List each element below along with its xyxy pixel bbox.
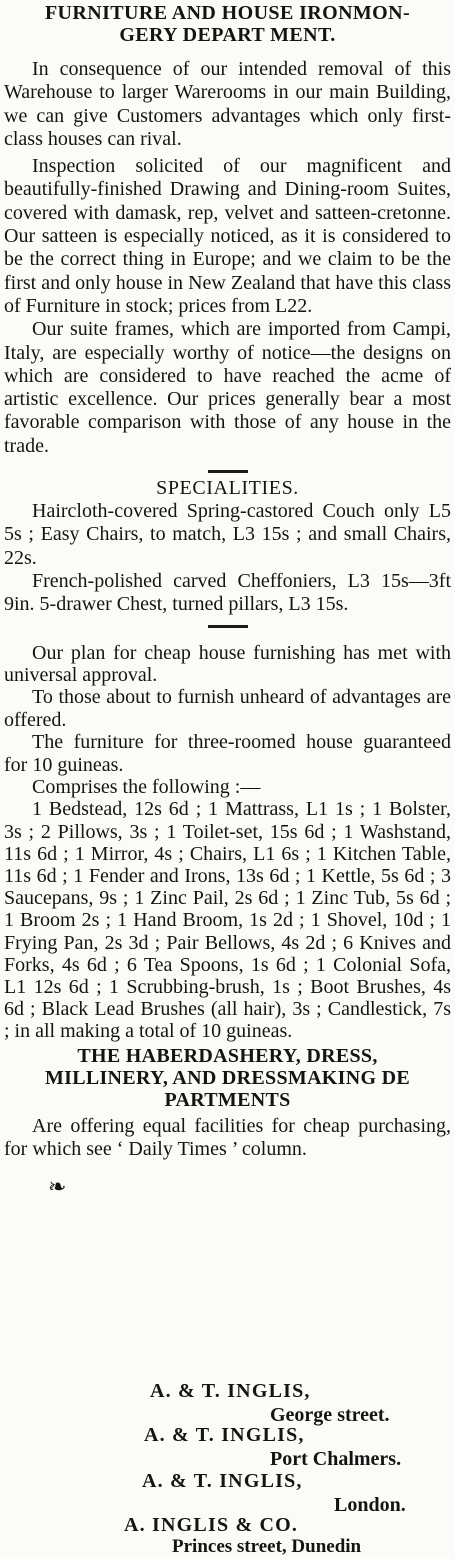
signature-name-2: A. & T. INGLIS, (144, 1424, 305, 1446)
signature-name-1: A. & T. INGLIS, (150, 1380, 311, 1402)
signature-block (0, 1372, 455, 1559)
furnishing-advantages: To those about to furnish unheard of advantages are offered. (4, 686, 451, 731)
signature-name-3: A. & T. INGLIS, (142, 1470, 303, 1492)
ornament-mark-icon: ❧ (48, 1174, 67, 1200)
signature-place-3: London. (334, 1494, 406, 1516)
cheap-furnishing-section (4, 642, 451, 799)
intro-section (4, 58, 451, 458)
haberdashery-heading-1: THE HABERDASHERY, DRESS, (77, 1044, 378, 1067)
heading-line-1: FURNITURE AND HOUSE IRONMON- (44, 2, 411, 24)
furnishing-three-room: The furniture for three-roomed house guaranteed for 10 guineas. (4, 731, 451, 776)
paragraph-removal: In consequence of our intended removal of this Warehouse to larger Warerooms in our main Building, we can give Customers advantages which only first-class houses can rival. (4, 58, 451, 150)
department-heading (4, 0, 451, 46)
specialities-title: SPECIALITIES. (156, 477, 299, 500)
speciality-couch: Haircloth-covered Spring-castored Couch only L5 5s ; Easy Chairs, to match, L3 15s ; and small Chairs, 22s. (4, 500, 451, 569)
furnishing-plan: Our plan for cheap house furnishing has met with universal approval. (4, 641, 451, 686)
divider-2 (208, 625, 248, 628)
haberdashery-heading-2: MILLINERY, AND DRESSMAKING DE (44, 1066, 411, 1089)
haberdashery-section (4, 1045, 451, 1162)
inventory-list: 1 Bedstead, 12s 6d ; 1 Mattrass, L1 1s ; 1 Bolster, 3s ; 2 Pillows, 3s ; 1 Toilet-set, 15s 6d ; 1 Washstand, 11s 6d ; 1 Mirror, 4s ; Chairs, L1 6s ; 1 Kitchen Table, 11s 6d ; 1 Fender and Irons, 13s 6d ; 1 Kettle, 5s 6d ; 3 Saucepans, 9s ; 1 Zinc Pail, 2s 6d ; 1 Zinc Tub, 5s 6d ; 1 Broom 2s ; 1 Hand Broom, 1s 2d ; 1 Shovel, 10d ; 1 Frying Pan, 2s 3d ; Pair Bellows, 4s 2d ; 6 Knives and Forks, 4s 6d ; 6 Tea Spoons, 1s 6d ; 1 Colonial Sofa, L1 12s 6d ; 1 Scrubbing-brush, 1s ; Boot Brushes, 4s 6d ; Black Lead Brushes (all hair), 3s ; Candlestick, 7s ; in all making a total of 10 guineas. (4, 798, 451, 1043)
paragraph-inspection: Inspection solicited of our magnificent and beautifully-finished Drawing and Dining-room Suites, covered with damask, rep, velvet and satteen-cretonne. Our satteen is especially noticed, as it is considered to be the correct thing in Europe; and we claim to be the first and only house in New Zealand that have this class of Furniture in stock; prices from L22. (4, 155, 451, 317)
divider-1 (208, 470, 248, 473)
heading-line-2: GERY DEPART MENT. (119, 24, 336, 46)
signature-place-4: Princes street, Dunedin (172, 1536, 362, 1557)
haberdashery-text: Are offering equal facilities for cheap purchasing, for which see ‘ Daily Times ’ column. (4, 1114, 451, 1160)
specialities-section (4, 477, 451, 616)
signature-name-4: A. INGLIS & CO. (124, 1514, 299, 1536)
furnishing-comprises: Comprises the following :— (32, 775, 261, 798)
haberdashery-heading-3: PARTMENTS (164, 1088, 291, 1111)
inventory-section (4, 798, 451, 1042)
signature-place-1: George street. (270, 1404, 390, 1426)
signature-place-2: Port Chalmers. (270, 1448, 402, 1470)
paragraph-suite-frames: Our suite frames, which are imported from Campi, Italy, are especially worthy of notice—the designs on which are considered to have reached the acme of artistic excellence. Our prices generally bear a most favorable comparison with those of any house in the trade. (4, 318, 451, 457)
speciality-cheffoniers: French-polished carved Cheffoniers, L3 15s—3ft 9in. 5-drawer Chest, turned pillars, L3 15s. (4, 569, 451, 616)
